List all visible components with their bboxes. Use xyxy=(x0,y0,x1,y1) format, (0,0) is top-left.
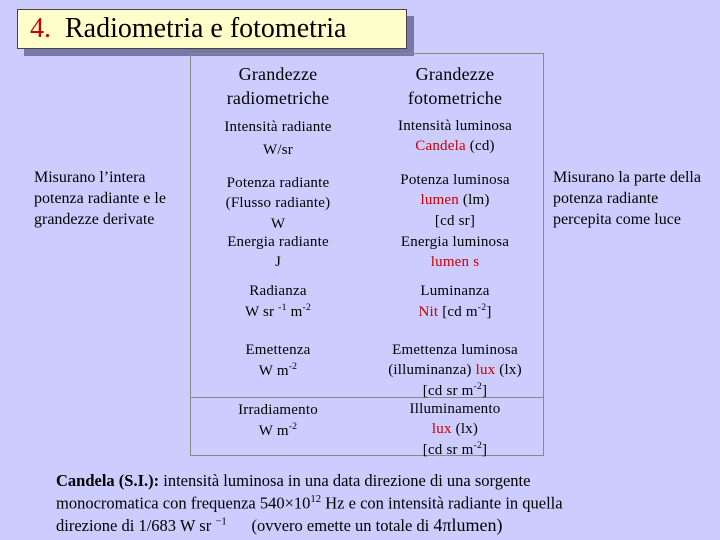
definition-line-2 xyxy=(56,492,706,514)
luminous-power-unit xyxy=(366,190,544,210)
candela-label: Candela xyxy=(415,138,466,155)
cell-radiant-intensity xyxy=(190,116,366,163)
illuminance-si-exp: -2 xyxy=(473,439,483,451)
lux-symbol-2: (lx) xyxy=(451,420,479,437)
luminous-exitance-si-unit xyxy=(366,381,544,402)
radiance-unit xyxy=(190,301,366,322)
radiant-power-name: Potenza radiante xyxy=(226,175,330,191)
illuminance-si-unit xyxy=(366,440,544,461)
irradiance-unit xyxy=(190,420,366,441)
title-text: Radiometria e fotometria xyxy=(65,13,347,44)
cell-radiant-exitance xyxy=(190,340,366,382)
candela-definition xyxy=(56,470,706,538)
irradiance-unit-base: W m xyxy=(258,423,289,440)
definition-term: Candela (S.I.): xyxy=(56,471,160,490)
illuminance-si-close: ] xyxy=(482,441,488,458)
definition-text-3b: (ovvero emette un totale di xyxy=(226,516,434,536)
cell-irradiance xyxy=(190,400,366,442)
illuminance-label: (illuminanza) xyxy=(388,361,476,378)
radiance-unit-mid: m xyxy=(286,304,303,321)
lux-symbol: (lx) xyxy=(495,361,522,378)
luminance-unit xyxy=(366,301,544,322)
radiant-intensity-unit: W/sr xyxy=(263,142,293,159)
cell-radiant-energy xyxy=(190,232,366,273)
header-photometric-line1: Grandezze xyxy=(415,64,495,84)
cell-luminous-intensity xyxy=(366,116,544,157)
exp-minus-1: −1 xyxy=(215,515,227,528)
irradiance-name: Irradiamento xyxy=(238,402,318,418)
luminance-unit-base: [cd m xyxy=(438,304,478,321)
times-symbol: × xyxy=(284,493,294,513)
lumen-label: lumen xyxy=(420,192,459,209)
exitance-si-exp: -2 xyxy=(473,380,483,392)
exitance-si-base: [cd sr m xyxy=(422,382,474,399)
header-photometric-line2: fotometriche xyxy=(407,88,503,109)
nit-label: Nit xyxy=(418,304,439,321)
definition-text-2b: Hz e con intensità radiante in quella xyxy=(321,493,563,513)
lux-label-2: lux xyxy=(431,420,452,437)
luminous-energy-name: Energia luminosa xyxy=(400,234,510,250)
exitance-exp: -2 xyxy=(288,361,298,373)
exitance-si-close: ] xyxy=(482,382,488,399)
cell-luminous-power xyxy=(366,170,544,231)
definition-text-3c: lumen) xyxy=(451,515,503,536)
luminance-name: Luminanza xyxy=(420,283,490,299)
cell-luminance xyxy=(366,281,544,323)
definition-text-3a: direzione di 1/683 W sr xyxy=(56,516,216,536)
luminous-intensity-name: Intensità luminosa xyxy=(398,118,512,134)
luminous-power-si-unit: [cd sr] xyxy=(434,212,476,229)
luminous-energy-unit: lumen s xyxy=(430,254,480,271)
definition-text-2a: monocromatica con frequenza 540 xyxy=(56,493,285,513)
four-pi: 4π xyxy=(433,515,452,536)
radiance-exp2: -2 xyxy=(302,302,312,314)
definition-text-1: intensità luminosa in una data direzione di una sorgente xyxy=(159,471,531,490)
radiance-unit-base: W sr xyxy=(244,304,275,321)
illuminance-si-base: [cd sr m xyxy=(422,441,474,458)
luminance-exp: -2 xyxy=(477,302,487,314)
lumen-symbol: (lm) xyxy=(458,192,490,209)
definition-line-3 xyxy=(56,514,706,538)
header-radiometric xyxy=(190,62,366,111)
exitance-unit xyxy=(190,360,366,381)
right-annotation: Misurano la parte della potenza radiante percepita come luce xyxy=(553,169,701,228)
luminous-power-name: Potenza luminosa xyxy=(400,172,510,188)
luminous-exitance-name: Emettenza luminosa xyxy=(392,342,518,358)
irradiance-exp: -2 xyxy=(288,421,298,433)
exp-12: 12 xyxy=(310,492,322,505)
exitance-name: Emettenza xyxy=(245,342,311,358)
definition-line-1 xyxy=(56,470,706,492)
radiance-name: Radianza xyxy=(249,283,307,299)
luminous-intensity-unit xyxy=(366,136,544,156)
ten-base: 10 xyxy=(293,493,311,513)
radiant-energy-name: Energia radiante xyxy=(227,234,329,250)
cell-luminous-exitance xyxy=(366,341,544,401)
header-radiometric-line2: radiometriche xyxy=(226,88,330,109)
page-title xyxy=(17,9,407,49)
header-photometric xyxy=(366,62,544,111)
illuminance-name: Illuminamento xyxy=(409,401,501,417)
cell-radiance xyxy=(190,281,366,323)
radiant-flux-name: (Flusso radiante) xyxy=(225,195,331,212)
cell-radiant-power xyxy=(190,173,366,234)
illuminance-line xyxy=(366,361,544,381)
illuminance-unit xyxy=(366,420,544,440)
radiant-intensity-name: Intensità radiante xyxy=(224,119,332,135)
header-radiometric-line1: Grandezze xyxy=(238,64,318,84)
luminance-unit-close: ] xyxy=(486,304,492,321)
cell-luminous-energy xyxy=(366,232,544,273)
radiant-power-unit: W xyxy=(270,215,286,232)
radiant-energy-unit: J xyxy=(274,254,282,271)
candela-symbol: (cd) xyxy=(465,138,495,155)
left-annotation: Misurano l’intera potenza radiante e le grandezze derivate xyxy=(34,169,166,228)
exitance-unit-base: W m xyxy=(258,363,289,380)
lux-label: lux xyxy=(475,361,496,378)
radiance-exp1: -1 xyxy=(278,302,287,314)
title-number: 4. xyxy=(30,13,51,44)
cell-illuminance xyxy=(366,400,544,460)
